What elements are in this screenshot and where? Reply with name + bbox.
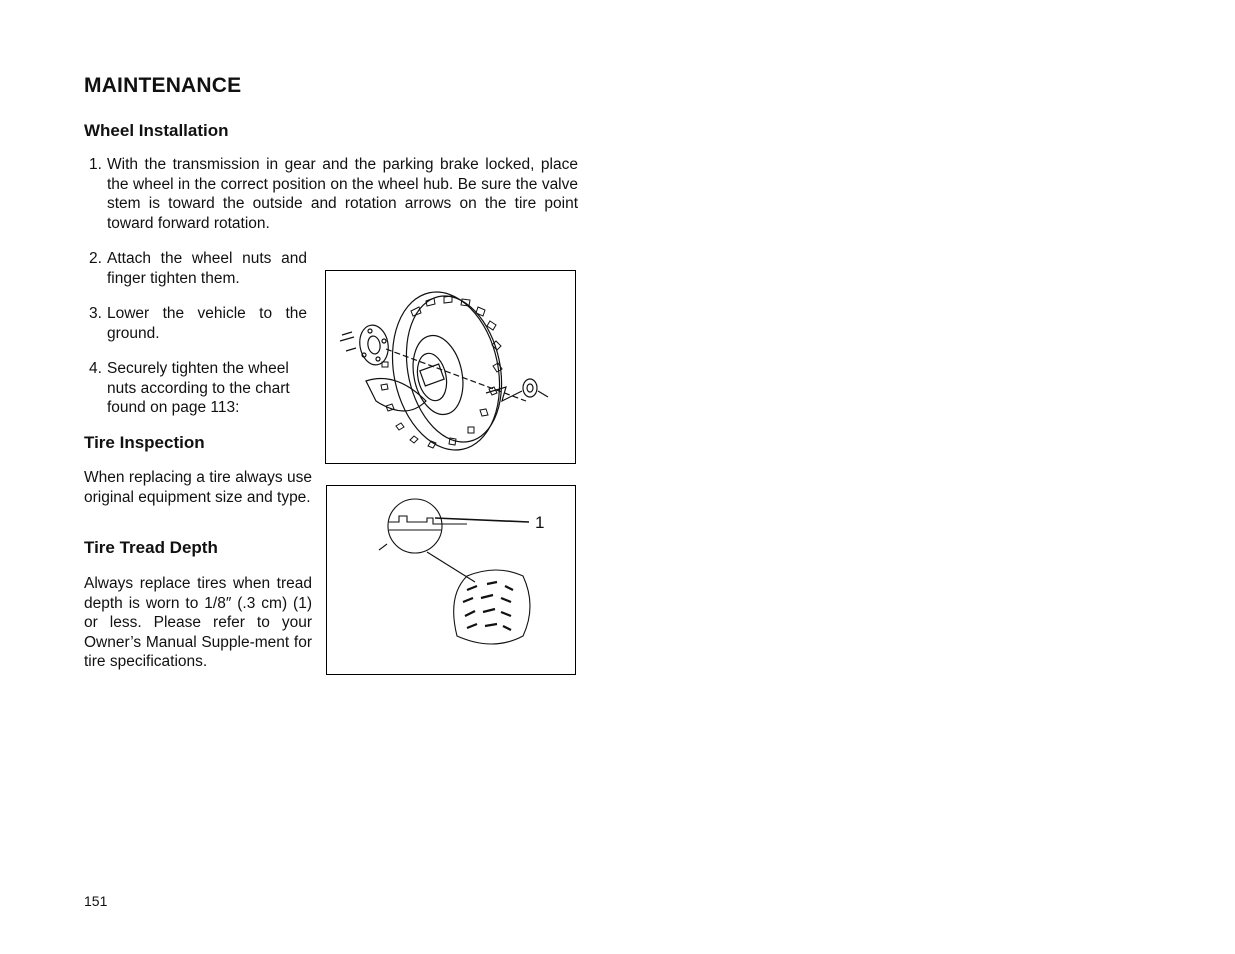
wheel-installation-heading: Wheel Installation <box>84 121 229 140</box>
step-number: 2. <box>89 250 102 267</box>
step-text: Attach the wheel nuts and finger tighten them. <box>107 250 307 287</box>
step-text: Lower the vehicle to the ground. <box>107 305 307 342</box>
page-number: 151 <box>84 893 108 909</box>
step-4 <box>89 359 311 418</box>
step-2 <box>89 249 307 288</box>
wheel-installation-figure <box>325 270 576 464</box>
step-number: 1. <box>89 156 102 173</box>
section-title: MAINTENANCE <box>84 74 242 97</box>
tire-inspection-text: When replacing a tire always use original equipment size and type. <box>84 469 312 506</box>
step-3 <box>89 304 307 343</box>
callout-label: 1 <box>535 513 545 532</box>
wheel-hub-illustration <box>326 271 575 463</box>
step-number: 4. <box>89 360 102 377</box>
tread-depth-figure <box>326 485 576 675</box>
tire-inspection-heading: Tire Inspection <box>84 433 205 452</box>
step-text: With the transmission in gear and the parking brake locked, place the wheel in the correct position on the wheel hub. Be sure the valve stem is toward the outside and rotation arrows on the tire point toward forward rotation. <box>107 156 578 232</box>
step-text: Securely tighten the wheel nuts according to the chart found on page 113: <box>107 360 290 416</box>
tread-depth-illustration <box>327 486 575 674</box>
tire-tread-depth-heading: Tire Tread Depth <box>84 538 218 557</box>
step-number: 3. <box>89 305 102 322</box>
step-1 <box>89 155 578 233</box>
tire-tread-depth-text: Always replace tires when tread depth is worn to 1/8″ (.3 cm) (1) or less. Please refer to your Owner’s Manual Supple-ment for tire specifications. <box>84 575 312 670</box>
